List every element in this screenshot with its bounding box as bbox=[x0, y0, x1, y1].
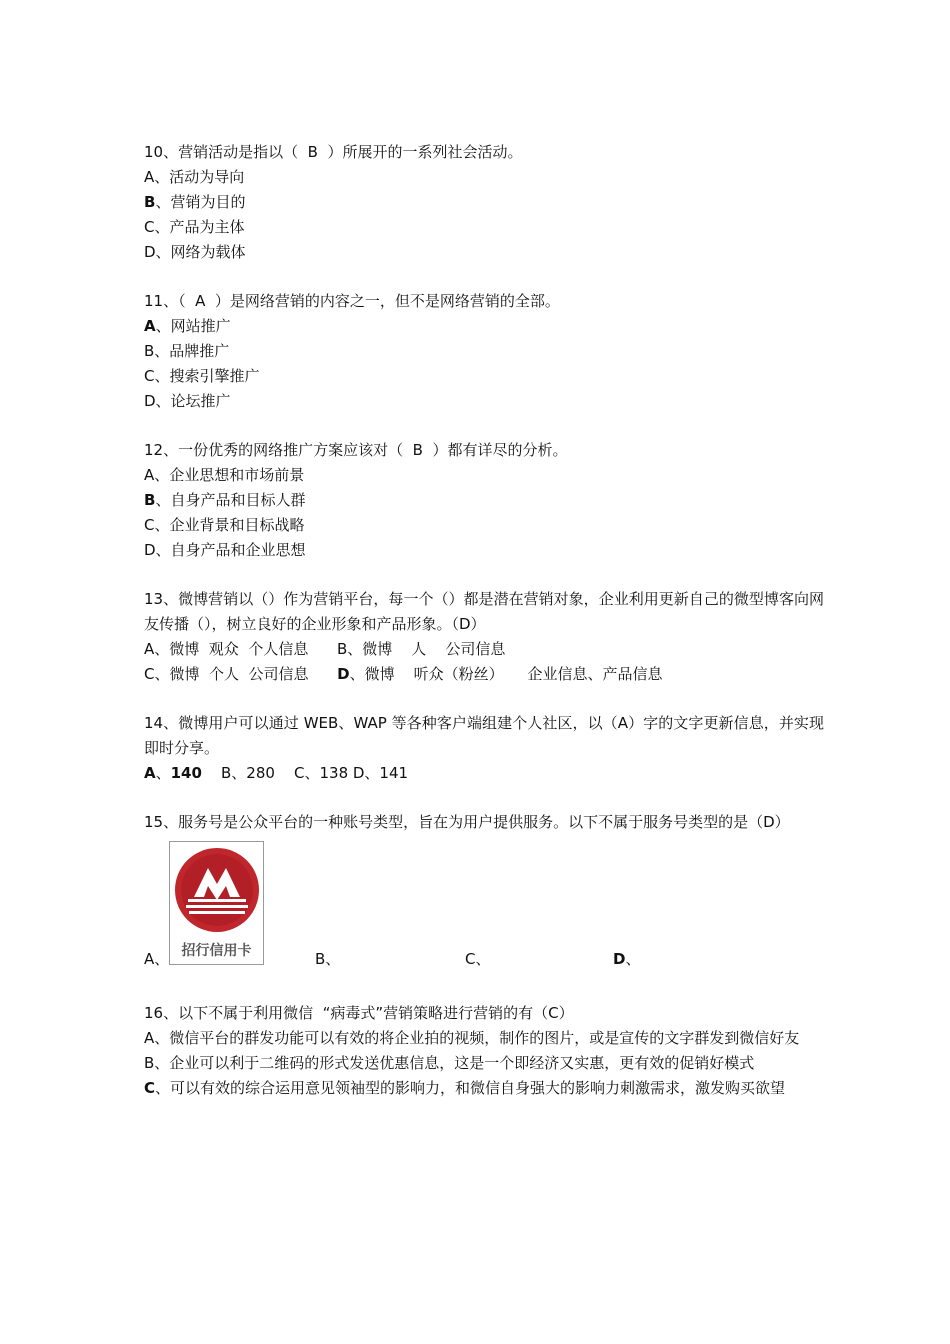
option-text: C、微博 个人 公司信息 bbox=[144, 665, 338, 683]
question-16-option-c bbox=[144, 1076, 824, 1101]
question-11-option-d: D、论坛推广 bbox=[144, 392, 231, 410]
option-text: 、自身产品和目标人群 bbox=[155, 491, 306, 509]
question-10-option-b bbox=[144, 190, 824, 215]
answer-value: 140 bbox=[170, 764, 202, 782]
question-12-option-d: D、自身产品和企业思想 bbox=[144, 541, 306, 559]
question-11-option-a bbox=[144, 314, 824, 339]
option-text: 、营销为目的 bbox=[155, 193, 246, 211]
question-15-option-c: C、 bbox=[465, 950, 491, 968]
logo-caption: 招行信用卡 bbox=[181, 943, 252, 959]
option-text: 、微博 听众（粉丝） 企业信息、产品信息 bbox=[349, 665, 663, 683]
question-12-option-b bbox=[144, 488, 824, 513]
option-separator: 、 bbox=[155, 764, 171, 782]
question-10-stem: 10、营销活动是指以（ B ）所展开的一系列社会活动。 bbox=[144, 143, 523, 161]
question-13-options-row-2 bbox=[144, 662, 824, 687]
cmb-credit-card-logo bbox=[169, 841, 264, 965]
question-15-option-d bbox=[613, 949, 640, 969]
question-13-options-row-1: A、微博 观众 个人信息 B、微博 人 公司信息 bbox=[144, 640, 506, 658]
question-12-stem: 12、一份优秀的网络推广方案应该对（ B ）都有详尽的分析。 bbox=[144, 441, 568, 459]
option-text: 、网站推广 bbox=[155, 317, 231, 335]
question-11-option-c: C、搜索引擎推广 bbox=[144, 367, 260, 385]
question-10-option-a: A、活动为导向 bbox=[144, 168, 245, 186]
option-separator: 、 bbox=[625, 950, 641, 968]
question-11-option-b: B、品牌推广 bbox=[144, 342, 230, 360]
question-12-option-c: C、企业背景和目标战略 bbox=[144, 516, 305, 534]
question-13-stem: 13、微博营销以（）作为营销平台，每一个（）都是潜在营销对象，企业利用更新自己的微型博客向网友传播（），树立良好的企业形象和产品形象。（D） bbox=[144, 590, 824, 633]
question-12-option-a: A、企业思想和市场前景 bbox=[144, 466, 305, 484]
question-10-option-c: C、产品为主体 bbox=[144, 218, 245, 236]
question-11-stem: 11、（ A ）是网络营销的内容之一，但不是网络营销的全部。 bbox=[144, 292, 560, 310]
option-text: 、可以有效的综合运用意见领袖型的影响力，和微信自身强大的影响力刺激需求，激发购买欲望 bbox=[155, 1079, 786, 1097]
answer-letter: C bbox=[144, 1079, 156, 1097]
answer-letter: D bbox=[337, 665, 350, 683]
answer-letter: D bbox=[613, 950, 626, 968]
question-15-option-a: A、 bbox=[144, 950, 170, 968]
document-page bbox=[144, 140, 824, 1101]
option-text: B、280 C、138 D、141 bbox=[201, 764, 409, 782]
question-15-options bbox=[144, 841, 824, 971]
question-16-stem: 16、以下不属于利用微信 “病毒式”营销策略进行营销的有（C） bbox=[144, 1004, 574, 1022]
cmb-logo-icon bbox=[174, 844, 260, 936]
question-16-option-b: B、企业可以利于二维码的形式发送优惠信息，这是一个即经济又实惠，更有效的促销好模式 bbox=[144, 1054, 755, 1072]
answer-letter: A bbox=[144, 764, 156, 782]
answer-letter: B bbox=[144, 193, 156, 211]
question-14-stem: 14、微博用户可以通过 WEB、WAP 等各种客户端组建个人社区，以（A）字的文字更新信息，并实现即时分享。 bbox=[144, 714, 824, 757]
question-15-stem: 15、服务号是公众平台的一种账号类型，旨在为用户提供服务。以下不属于服务号类型的是（D） bbox=[144, 813, 790, 831]
question-16-option-a: A、微信平台的群发功能可以有效的将企业拍的视频，制作的图片，或是宣传的文字群发到微信好友 bbox=[144, 1029, 800, 1047]
question-15-option-b: B、 bbox=[315, 950, 341, 968]
question-10-option-d: D、网络为载体 bbox=[144, 243, 246, 261]
answer-letter: B bbox=[144, 491, 156, 509]
answer-letter: A bbox=[144, 317, 156, 335]
question-14-options bbox=[144, 761, 824, 786]
